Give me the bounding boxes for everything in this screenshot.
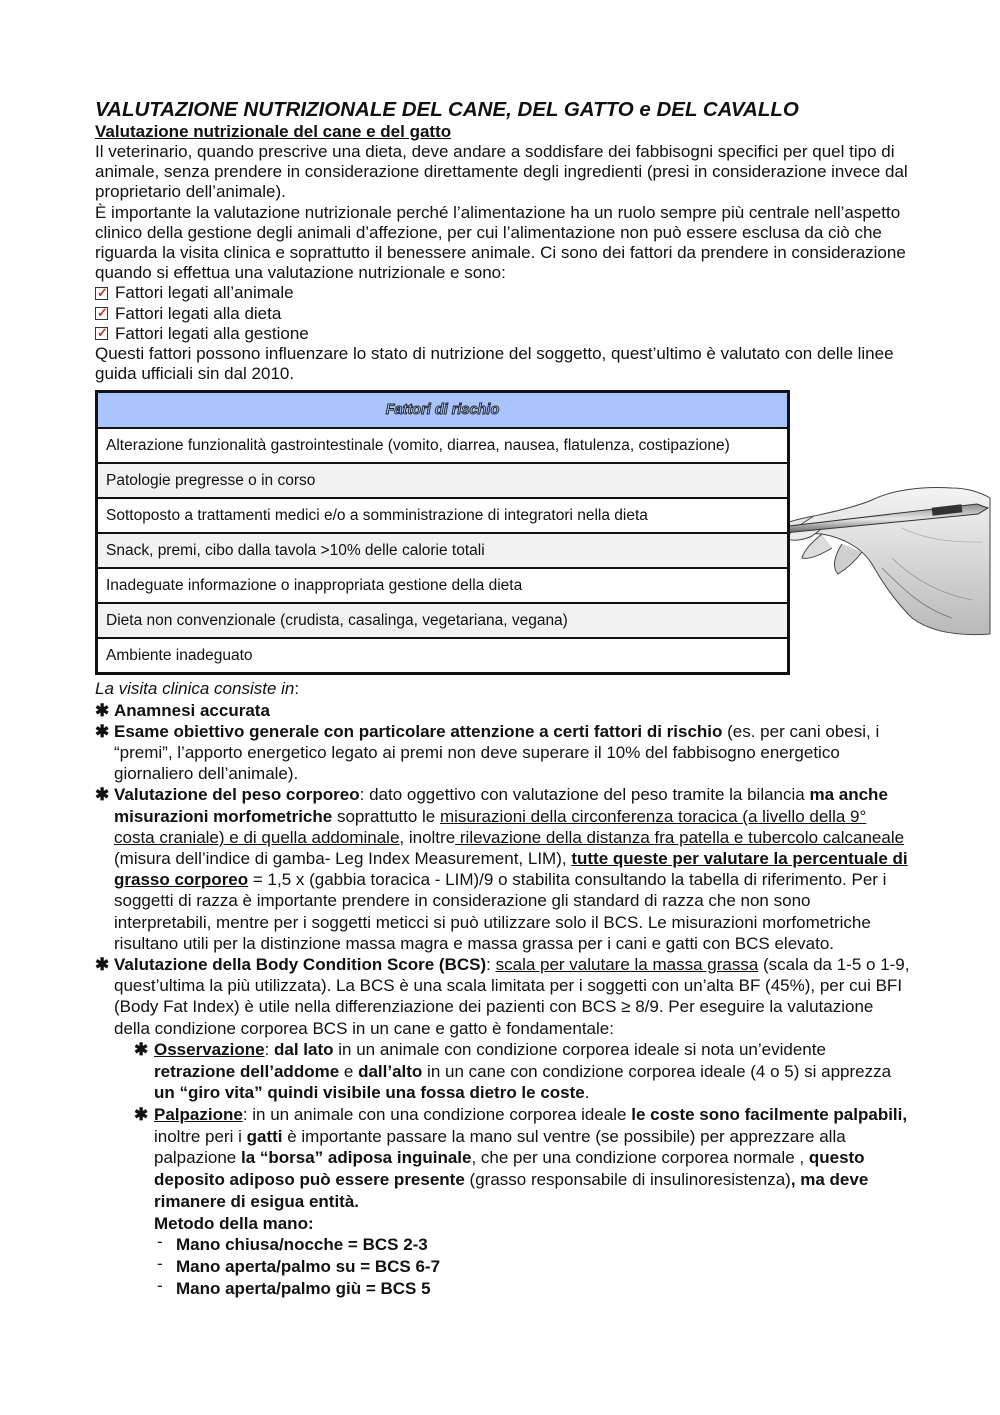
bcs-sublist <box>114 1039 910 1300</box>
checkbox-checked-icon <box>95 307 108 320</box>
table-row: Snack, premi, cibo dalla tavola >10% delle calorie totali <box>97 533 789 568</box>
table-row: Patologie pregresse o in corso <box>97 463 789 498</box>
risk-factors-table <box>95 390 790 675</box>
list-item: ✓ Fattori legati alla dieta <box>95 304 910 324</box>
list-item: ✱ Valutazione del peso corporeo: dato oggettivo con valutazione del peso tramite la bilancia ma anche misurazioni morfometriche soprattutto le misurazioni della circonferenza toracica (a livello della 9° costa craniale) e di quella addominale, inoltre rilevazione della distanza fra patella e tubercolo calcaneale (misura dell’indice di gamba- Leg Index Measurement, LIM), tutte queste per valutare la percentuale di grasso corporeo = 1,5 x (gabbia toracica - LIM)/9 o stabilita consultando la tabella di riferimento. Per i soggetti di razza è importante prendere in considerazione gli standard di razza che non sono interpretabili, mentre per i soggetti meticci si può utilizzare solo il BCS. Le misurazioni morfometriche risultano utili per la distinzione massa magra e massa grassa per i cani e gatti con BCS elevato. <box>95 785 908 953</box>
checkbox-checked-icon <box>95 327 108 340</box>
intro-paragraph-2: È importante la valutazione nutrizionale perché l’alimentazione ha un ruolo sempre più centrale nell’aspetto clinico della gestione degli animali d’affezione, per cui l’alimentazione non può essere esclusa da ciò che riguarda la visita clinica e soprattutto il benessere animale. Ci sono dei fattori da prendere in considerazione quando si effettua una valutazione nutrizionale e sono: <box>95 202 906 283</box>
table-row: Ambiente inadeguato <box>97 638 789 674</box>
document-page <box>95 97 910 1300</box>
asterisk-bullet-icon: ✱ <box>95 721 110 741</box>
page-title: VALUTAZIONE NUTRIZIONALE DEL CANE, DEL GATTO e DEL CAVALLO <box>95 98 799 121</box>
asterisk-bullet-icon: ✱ <box>134 1039 149 1059</box>
asterisk-bullet-icon: ✱ <box>95 785 110 805</box>
list-item: ✱ Anamnesi accurata <box>95 700 270 720</box>
list-item: - Mano aperta/palmo su = BCS 6-7 <box>157 1254 441 1277</box>
list-item: ✱ Palpazione: in un animale con una condizione corporea ideale le coste sono facilmente palpabili, inoltre peri i gatti è importante passare la mano sul ventre (se possibile) per apprezzare alla palpazione la “borsa” adiposa inguinale, che per una condizione corporea normale , questo deposito adiposo può essere presente (grasso responsabile di insulinoresistenza), ma deve rimanere di esigua entità. Metodo della mano: - Mano chiusa/nocche = BCS 2-3 - Mano aperta/palmo su = BCS 6-7 - Mano aperta/palmo giù = BCS 5 <box>134 1104 910 1300</box>
list-item: ✱ Valutazione della Body Condition Score (BCS): scala per valutare la massa grassa (scala da 1-5 o 1-9, quest’ultima la più utilizzata). La BCS è una scala limitata per i soggetti con un’alta BF (45%), per cui BFI (Body Fat Index) è utile nella differenziazione dei pazienti con BCS ≥ 8/9. Per eseguire la valutazione della condizione corporea BCS in un cane e gatto è fondamentale: ✱ Osservazione: dal lato in un animale con condizione corporea ideale si nota un’evidente retrazione dell’addome e dall’alto in un cane con condizione corporea ideale (4 o 5) si apprezza un “giro vita” quindi visibile una fossa dietro le coste. ✱ Palpazione: in un animale con una condizione corporea ideale le coste sono facilmente palpabili, inoltre peri i gatti è importante passare la mano sul ventre (se possibile) per apprezzare alla palpazione la “borsa” adiposa inguinale, che per una condizione corporea normale , questo deposito adiposo può essere presente (grasso responsabile di insulinoresistenza), ma deve rimanere di esigua entità. Metodo della mano: - Mano chiusa/nocche = BCS 2-3 - Mano aperta/palmo su = BCS 6-7 - Mano aperta/palmo giù = BCS 5 <box>95 955 910 1299</box>
factors-checklist <box>95 283 910 344</box>
list-item: ✓ Fattori legati alla gestione <box>95 324 910 344</box>
asterisk-bullet-icon: ✱ <box>95 700 110 720</box>
factors-conclusion: Questi fattori possono influenzare lo stato di nutrizione del soggetto, quest’ultimo è valutato con delle linee guida ufficiali sin dal 2010. <box>95 344 894 384</box>
list-item: - Mano aperta/palmo giù = BCS 5 <box>157 1276 431 1299</box>
table-header: Fattori di rischio <box>97 392 789 429</box>
list-item: ✓ Fattori legati all’animale <box>95 283 910 303</box>
clinical-visit-list <box>95 700 910 1301</box>
intro-paragraph-1: Il veterinario, quando prescrive una dieta, deve andare a soddisfare dei fabbisogni specifici per quel tipo di animale, senza prendere in considerazione direttamente degli ingredienti (presi in considerazione invece dal proprietario dell’animale). <box>95 142 908 202</box>
asterisk-bullet-icon: ✱ <box>134 1105 149 1124</box>
list-item: - Mano chiusa/nocche = BCS 2-3 <box>157 1232 428 1255</box>
table-row: Sottoposto a trattamenti medici e/o a somministrazione di integratori nella dieta <box>97 498 789 533</box>
section-subtitle: Valutazione nutrizionale del cane e del gatto <box>95 122 452 141</box>
list-item: ✱ Esame obiettivo generale con particolare attenzione a certi fattori di rischio (es. per cani obesi, i “premi”, l’apporto energetico legato ai premi non deve superare il 10% del fabbisogno energetico giornaliero dell’animale). <box>95 721 880 784</box>
table-row: Alterazione funzionalità gastrointestinale (vomito, diarrea, nausea, flatulenza, costipazione) <box>97 428 789 463</box>
asterisk-bullet-icon: ✱ <box>95 955 110 975</box>
table-row: Dieta non convenzionale (crudista, casalinga, vegetariana, vegana) <box>97 603 789 638</box>
hand-method-list <box>154 1234 910 1300</box>
checkbox-checked-icon <box>95 287 108 300</box>
visit-intro: La visita clinica consiste in: <box>95 679 300 699</box>
hand-method-title: Metodo della mano: <box>154 1213 314 1233</box>
list-item: ✱ Osservazione: dal lato in un animale con condizione corporea ideale si nota un’evidente retrazione dell’addome e dall’alto in un cane con condizione corporea ideale (4 o 5) si apprezza un “giro vita” quindi visibile una fossa dietro le coste. <box>134 1039 892 1103</box>
table-row: Inadeguate informazione o inappropriata gestione della dieta <box>97 568 789 603</box>
